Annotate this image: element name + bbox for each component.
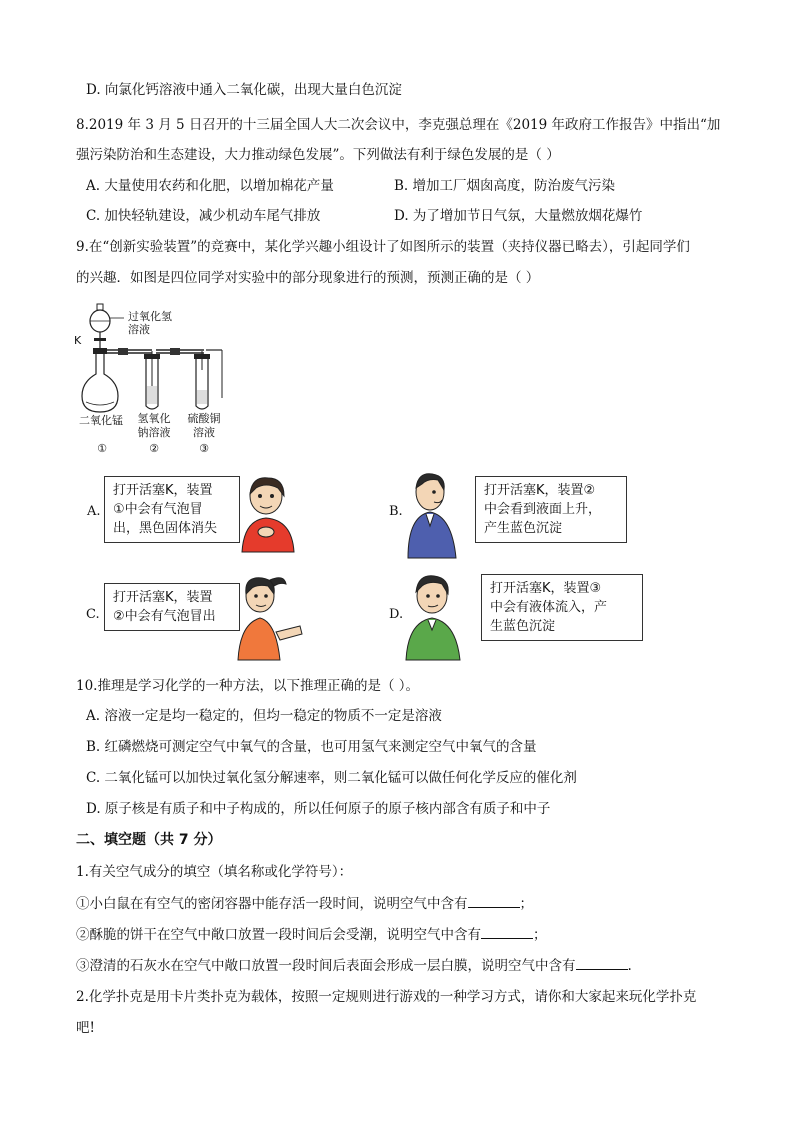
funnel-label-1: 过氧化氢 [128, 310, 172, 323]
q9-stem-line-2: 的兴趣．如图是四位同学对实验中的部分现象进行的预测，预测正确的是（ ） [76, 270, 540, 286]
prediction-b-label: B. [389, 504, 403, 519]
flask-label: 二氧化锰 [79, 414, 123, 427]
q8-option-b: B. 增加工厂烟囱高度，防治废气污染 [394, 178, 616, 194]
mark-1: ① [97, 442, 107, 455]
q8-stem-line-2: 强污染防治和生态建设，大力推动绿色发展”。下列做法有利于绿色发展的是（ ） [76, 147, 560, 163]
prediction-d-bubble: 打开活塞K，装置③ 中会有液体流入，产 生蓝色沉淀 [481, 574, 643, 641]
tube3-label-2: 溶液 [193, 426, 215, 439]
fill1-stem: 1.有关空气成分的填空（填名称或化学符号）： [76, 864, 353, 880]
q10-option-b: B. 红磷燃烧可测定空气中氧气的含量，也可用氢气来测定空气中氧气的含量 [86, 739, 537, 755]
tube3-label-1: 硫酸铜 [187, 412, 221, 425]
fill1-item-3-end: . [627, 958, 632, 974]
q9-stem-line-1: 9.在“创新实验装置”的竞赛中，某化学兴趣小组设计了如图所示的装置（夹持仪器已略去），引起同学们 [76, 239, 690, 255]
student-boy-avatar-d [400, 570, 470, 662]
fill1-item-3-text: ③澄清的石灰水在空气中敞口放置一段时间后表面会形成一层白膜，说明空气中含有 [76, 958, 576, 974]
q7-option-d: D. 向氯化钙溶液中通入二氧化碳，出现大量白色沉淀 [86, 82, 402, 98]
prediction-c-bubble: 打开活塞K，装置 ②中会有气泡冒出 [104, 583, 240, 631]
fill2-stem-line-2: 吧! [76, 1020, 95, 1036]
section-heading: 二、填空题（共 7 分） [76, 832, 222, 848]
valve-label: K [74, 334, 82, 347]
funnel-label-2: 溶液 [128, 323, 150, 336]
fill1-item-2-end: ； [533, 927, 547, 943]
fill1-item-3 [76, 955, 632, 976]
q10-stem: 10.推理是学习化学的一种方法，以下推理正确的是（ ）。 [76, 678, 420, 694]
mark-2: ② [149, 442, 159, 455]
q10-option-c: C. 二氧化锰可以加快过氧化氢分解速率，则二氧化锰可以做任何化学反应的催化剂 [86, 770, 577, 786]
student-girl-avatar-a [232, 474, 306, 554]
q10-option-d: D. 原子核是有质子和中子构成的，所以任何原子的原子核内部含有质子和中子 [86, 801, 551, 817]
prediction-d-label: D. [389, 607, 404, 622]
q8-option-a: A. 大量使用农药和化肥，以增加棉花产量 [86, 178, 334, 194]
fill1-item-1 [76, 893, 533, 914]
q10-option-a: A. 溶液一定是均一稳定的，但均一稳定的物质不一定是溶液 [86, 708, 442, 724]
tube2-label-2: 钠溶液 [137, 426, 171, 439]
answer-blank-3[interactable] [576, 955, 628, 970]
fill2-stem-line-1: 2.化学扑克是用卡片类扑克为载体，按照一定规则进行游戏的一种学习方式，请你和大家起来玩化学扑克 [76, 989, 697, 1005]
tube2-label-1: 氢氧化 [137, 412, 171, 425]
q8-stem-line-1: 8.2019 年 3 月 5 日召开的十三届全国人大二次会议中，李克强总理在《2019 年政府工作报告》中指出“加 [76, 117, 721, 133]
student-girl-avatar-c [230, 570, 310, 662]
answer-blank-2[interactable] [481, 924, 533, 939]
fill1-item-1-end: ； [519, 896, 533, 912]
mark-3: ③ [199, 442, 209, 455]
prediction-a-label: A. [87, 504, 101, 519]
prediction-b-bubble: 打开活塞K，装置② 中会看到液面上升， 产生蓝色沉淀 [475, 476, 627, 543]
q8-option-d: D. 为了增加节日气氛，大量燃放烟花爆竹 [394, 208, 643, 224]
fill1-item-2 [76, 924, 547, 945]
q8-option-c: C. 加快轻轨建设，减少机动车尾气排放 [86, 208, 321, 224]
fill1-item-1-text: ①小白鼠在有空气的密闭容器中能存活一段时间，说明空气中含有 [76, 896, 468, 912]
answer-blank-1[interactable] [468, 893, 520, 908]
student-boy-avatar-b [400, 470, 464, 560]
prediction-c-label: C. [86, 607, 100, 622]
fill1-item-2-text: ②酥脆的饼干在空气中敞口放置一段时间后会受潮，说明空气中含有 [76, 927, 481, 943]
prediction-a-bubble: 打开活塞K，装置 ①中会有气泡冒 出，黑色固体消失 [104, 476, 240, 543]
